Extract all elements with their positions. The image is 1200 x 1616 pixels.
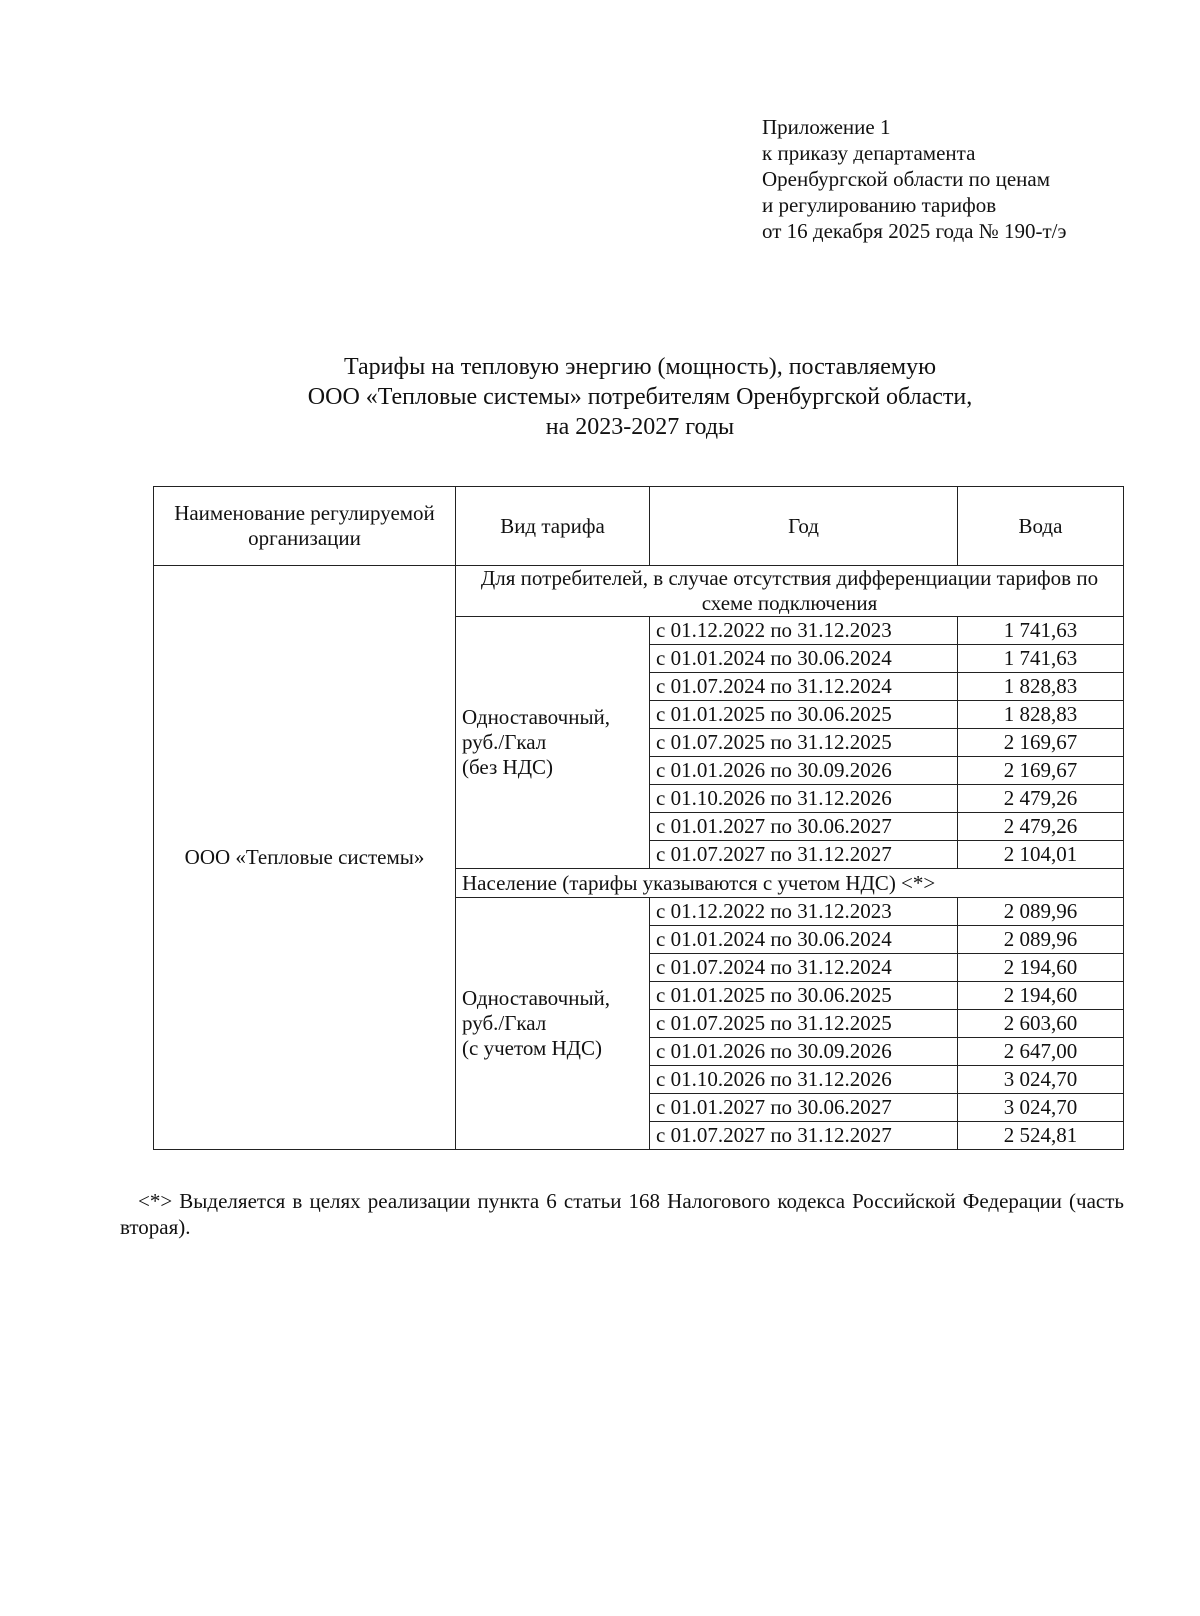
value-cell: 2 194,60 bbox=[958, 954, 1124, 982]
period-cell: с 01.01.2026 по 30.09.2026 bbox=[650, 1038, 958, 1066]
tariff-type-line: руб./Гкал bbox=[462, 1011, 547, 1035]
tariff-type-line: руб./Гкал bbox=[462, 730, 547, 754]
section-heading: Для потребителей, в случае отсутствия дифференциации тарифов по схеме подключения bbox=[456, 566, 1124, 617]
tariff-type-line: (без НДС) bbox=[462, 755, 554, 779]
header-year: Год bbox=[650, 487, 958, 566]
period-cell: с 01.01.2025 по 30.06.2025 bbox=[650, 701, 958, 729]
header-org: Наименование регулируемой организации bbox=[154, 487, 456, 566]
period-cell: с 01.01.2025 по 30.06.2025 bbox=[650, 982, 958, 1010]
footnote: <*> Выделяется в целях реализации пункта 6 статьи 168 Налогового кодекса Российской Федерации (часть вторая). bbox=[120, 1189, 1124, 1239]
value-cell: 1 741,63 bbox=[958, 617, 1124, 645]
section-heading-row bbox=[154, 566, 1124, 617]
value-cell: 2 089,96 bbox=[958, 898, 1124, 926]
appendix-block bbox=[762, 114, 1067, 244]
value-cell: 1 828,83 bbox=[958, 701, 1124, 729]
value-cell: 2 104,01 bbox=[958, 841, 1124, 869]
header-water: Вода bbox=[958, 487, 1124, 566]
tariff-type-line: Одноставочный, bbox=[462, 705, 611, 729]
title-line: ООО «Тепловые системы» потребителям Оренбургской области, bbox=[307, 384, 973, 410]
value-cell: 2 479,26 bbox=[958, 785, 1124, 813]
period-cell: с 01.07.2024 по 31.12.2024 bbox=[650, 954, 958, 982]
period-cell: с 01.07.2025 по 31.12.2025 bbox=[650, 729, 958, 757]
period-cell: с 01.07.2027 по 31.12.2027 bbox=[650, 1122, 958, 1150]
value-cell: 3 024,70 bbox=[958, 1066, 1124, 1094]
appendix-line: Оренбургской области по ценам bbox=[762, 167, 1051, 191]
value-cell: 2 603,60 bbox=[958, 1010, 1124, 1038]
period-cell: с 01.10.2026 по 31.12.2026 bbox=[650, 785, 958, 813]
period-cell: с 01.10.2026 по 31.12.2026 bbox=[650, 1066, 958, 1094]
tariff-type-line: (с учетом НДС) bbox=[462, 1036, 602, 1060]
period-cell: с 01.01.2024 по 30.06.2024 bbox=[650, 645, 958, 673]
appendix-line: и регулированию тарифов bbox=[762, 193, 997, 217]
organization-name: ООО «Тепловые системы» bbox=[154, 566, 456, 1150]
value-cell: 3 024,70 bbox=[958, 1094, 1124, 1122]
value-cell: 2 169,67 bbox=[958, 757, 1124, 785]
header-tariff-type: Вид тарифа bbox=[456, 487, 650, 566]
value-cell: 1 741,63 bbox=[958, 645, 1124, 673]
period-cell: с 01.07.2025 по 31.12.2025 bbox=[650, 1010, 958, 1038]
period-cell: с 01.01.2026 по 30.09.2026 bbox=[650, 757, 958, 785]
value-cell: 1 828,83 bbox=[958, 673, 1124, 701]
period-cell: с 01.01.2027 по 30.06.2027 bbox=[650, 813, 958, 841]
value-cell: 2 479,26 bbox=[958, 813, 1124, 841]
value-cell: 2 089,96 bbox=[958, 926, 1124, 954]
value-cell: 2 647,00 bbox=[958, 1038, 1124, 1066]
table-header-row bbox=[154, 487, 1124, 566]
section-heading: Население (тарифы указываются с учетом НДС) <*> bbox=[456, 869, 1124, 898]
period-cell: с 01.07.2027 по 31.12.2027 bbox=[650, 841, 958, 869]
appendix-line: к приказу департамента bbox=[762, 141, 976, 165]
period-cell: с 01.12.2022 по 31.12.2023 bbox=[650, 617, 958, 645]
value-cell: 2 194,60 bbox=[958, 982, 1124, 1010]
value-cell: 2 169,67 bbox=[958, 729, 1124, 757]
title-line: на 2023-2027 годы bbox=[545, 414, 735, 440]
appendix-line: от 16 декабря 2025 года № 190-т/э bbox=[762, 219, 1067, 243]
period-cell: с 01.01.2027 по 30.06.2027 bbox=[650, 1094, 958, 1122]
document-title bbox=[150, 352, 1130, 442]
tariff-type-cell bbox=[456, 617, 650, 869]
period-cell: с 01.12.2022 по 31.12.2023 bbox=[650, 898, 958, 926]
tariffs-table bbox=[153, 486, 1124, 1150]
value-cell: 2 524,81 bbox=[958, 1122, 1124, 1150]
tariff-type-cell bbox=[456, 898, 650, 1150]
period-cell: с 01.07.2024 по 31.12.2024 bbox=[650, 673, 958, 701]
period-cell: с 01.01.2024 по 30.06.2024 bbox=[650, 926, 958, 954]
tariff-type-line: Одноставочный, bbox=[462, 986, 611, 1010]
title-line: Тарифы на тепловую энергию (мощность), поставляемую bbox=[343, 354, 937, 380]
appendix-line: Приложение 1 bbox=[762, 115, 891, 139]
